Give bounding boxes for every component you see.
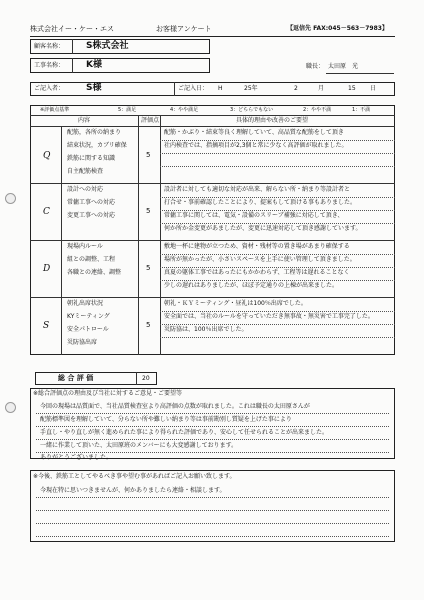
comment-line-3: 手直し・やり直しが無く進められた事により得られた評価であり、安心して任せられることが出来ました。 — [40, 429, 329, 436]
row-d-reason-4: 少しの遅れはありましたが、ほぼ予定通りの上棟が出来ました。 — [164, 282, 339, 289]
row-c-reason-2: 打合せ・事前確認したことにより、提案もして頂ける事もありました。 — [164, 199, 357, 206]
binder-hole-bottom — [5, 402, 16, 413]
comment-title: ※総合評価点の理由及び当社に対するご意見・ご要望等 — [33, 390, 183, 397]
row-q-item-4: 自主配筋検査 — [67, 168, 104, 175]
writer-value: S様 — [86, 83, 102, 93]
row-s-letter: S — [43, 321, 50, 331]
entry-date-day: 15 — [348, 85, 356, 92]
row-c-score: 5 — [146, 207, 151, 215]
entry-date-month: 2 — [294, 85, 298, 92]
header-underline — [30, 36, 395, 37]
client-name-label: 顧客名称： — [34, 43, 65, 50]
column-header-reason: 具体的理由や改善のご要望 — [236, 117, 309, 124]
entry-date-day-unit: 日 — [370, 85, 377, 92]
row-q-item-1: 配筋，各所の納まり — [67, 129, 122, 136]
chief-label: 職長： — [306, 63, 325, 70]
column-header-score: 評価点 — [141, 117, 160, 124]
row-d-item-2: 組との調整、工程 — [67, 256, 116, 263]
site-name-label: 工事名称： — [34, 62, 65, 69]
row-c-item-3: 変更工事への対応 — [67, 212, 116, 219]
row-c-letter: C — [43, 207, 50, 217]
row-q-item-3: 鉄筋に関する知識 — [67, 155, 116, 162]
row-q-reason-1: 配筋・かぶり・結束等良く理解していて、高品質な配筋をして頂き — [164, 129, 344, 136]
comment-line-2: 配筋標準図を理解していて、分らない所や難しい納まり等は事前勘別し質疑を上げた事により — [40, 416, 292, 423]
binder-hole-top — [5, 193, 16, 204]
scale-legend-2: 2：やや不満 — [303, 107, 332, 113]
fax-number: 【返信先 FAX:045－563－7983】 — [287, 25, 388, 32]
entry-date-label: ご記入日： — [178, 85, 209, 92]
comment-line-5: ありがとうございました。 — [40, 454, 113, 461]
row-s-reason-1: 朝礼・ＫＹミーティング・昼礼は100％出席でした。 — [164, 300, 307, 307]
comment-line-1: 今回の現場は品質面で、当社品質検査室より高評価の点数が取れました。これは職長の太田原さんが — [40, 403, 310, 410]
row-s-item-3: 安全パトロール — [67, 326, 109, 333]
row-d-score: 5 — [146, 264, 151, 272]
row-s-item-4: 災防協出席 — [67, 339, 98, 346]
row-s-reason-2: 安全面では、当社のルールを守っていただき無事故・無災害で工事完了した。 — [164, 313, 374, 320]
row-s-score: 5 — [146, 321, 151, 329]
entry-date-era: H — [218, 85, 223, 92]
row-c-reason-3: 常傭工事に関しては、電気・設備のスリーブ補強に対応して頂き、 — [164, 212, 344, 219]
row-d-item-1: 現場内ルール — [67, 243, 103, 250]
scale-legend-3: 3：どちらでもない — [230, 107, 274, 113]
row-d-reason-2: 場所が無かったが、小さいスペースを上手に使い管理して頂きました。 — [164, 256, 356, 263]
site-name-value: K様 — [86, 60, 102, 70]
row-q-score: 5 — [146, 151, 151, 159]
row-q-item-2: 結束状況，カブリ確保 — [67, 142, 127, 149]
request-line-1: 今現在特に思いつきませんが、何かありましたら連絡・相談します。 — [40, 487, 226, 494]
total-evaluation-box — [35, 372, 157, 385]
row-q-reason-2: 社内検査では、指摘項目が2,3個と常に少なく高評価が取れました。 — [164, 142, 348, 149]
request-title: ※今後、鉄筋工としてやるべき事や望む事があればご記入お願い致します。 — [33, 473, 236, 480]
chief-value: 太田原 光 — [328, 63, 359, 70]
entry-date-year: 25年 — [244, 85, 258, 92]
scale-legend-4: 4：やや満足 — [170, 107, 199, 113]
entry-row-box — [30, 82, 395, 96]
total-evaluation-label: 総 合 評 価 — [58, 374, 94, 382]
row-d-reason-1: 敷地一杯に建物が立つため、資材・残材等の置き場があまり確保する — [164, 243, 350, 250]
scale-legend-1: 1：不満 — [352, 107, 371, 113]
comment-line-4: 一緒に作業して頂いた、太田原班のメンバーにも大変感謝しております。 — [40, 442, 238, 449]
row-c-reason-4: 何か所か金変更があましたが、変更に迅速対応して頂き感謝しています。 — [164, 225, 362, 232]
row-c-item-1: 設計への対応 — [67, 186, 104, 193]
row-d-letter: D — [43, 264, 51, 274]
document-title: お客様アンケート — [156, 25, 212, 33]
entry-date-month-unit: 月 — [318, 85, 325, 92]
row-s-item-1: 朝礼出席状況 — [67, 300, 104, 307]
row-s-item-2: KYミーティング — [67, 313, 110, 320]
row-d-item-3: 各職との連絡、調整 — [67, 269, 122, 276]
row-c-item-2: 常傭工事への対応 — [67, 199, 116, 206]
row-d-reason-3: 真夏の躯体工事ではあったにもかかわらず、工程等は遅れることなく — [164, 269, 350, 276]
company-name: 株式会社イー・ケー・エス — [30, 25, 114, 33]
writer-label: ご記入者： — [34, 85, 65, 92]
client-name-value: S株式会社 — [86, 41, 129, 51]
column-header-content: 内容 — [78, 117, 91, 124]
scale-legend-5: 5：満足 — [118, 107, 137, 113]
row-q-letter: Q — [43, 151, 51, 161]
scale-legend-criteria: ※評価点基準 — [40, 107, 70, 113]
row-s-reason-3: 災防協は、100％出席でした。 — [164, 326, 248, 333]
row-c-reason-1: 設計者に対しても適切な対応が出来、解らない所・納まり等設計者と — [164, 186, 351, 193]
request-box — [30, 470, 395, 542]
total-evaluation-value: 20 — [142, 375, 150, 382]
